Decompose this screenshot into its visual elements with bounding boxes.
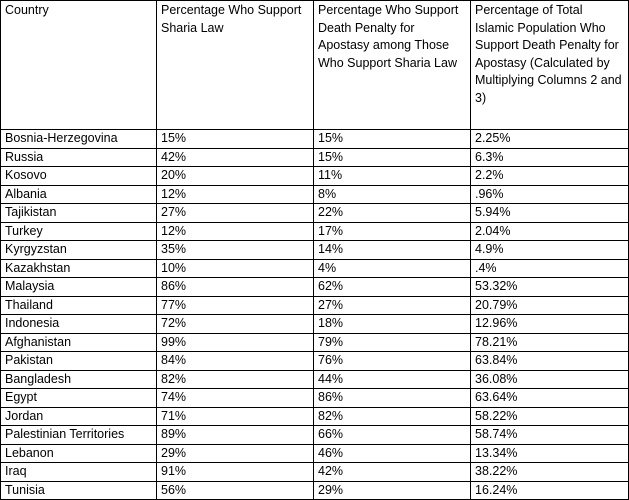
country-cell: Russia xyxy=(1,148,157,167)
total-percentage-cell: 13.34% xyxy=(471,444,629,463)
country-cell: Albania xyxy=(1,185,157,204)
total-percentage-cell: 2.2% xyxy=(471,167,629,186)
sharia-support-cell: 27% xyxy=(157,204,314,223)
death-penalty-support-cell: 8% xyxy=(314,185,471,204)
country-cell: Indonesia xyxy=(1,315,157,334)
sharia-support-cell: 86% xyxy=(157,278,314,297)
death-penalty-support-cell: 29% xyxy=(314,481,471,500)
death-penalty-support-cell: 22% xyxy=(314,204,471,223)
country-cell: Pakistan xyxy=(1,352,157,371)
column-header-support-sharia: Percentage Who Support Sharia Law xyxy=(157,1,314,130)
sharia-support-cell: 29% xyxy=(157,444,314,463)
death-penalty-support-cell: 14% xyxy=(314,241,471,260)
total-percentage-cell: 63.84% xyxy=(471,352,629,371)
sharia-support-cell: 99% xyxy=(157,333,314,352)
sharia-support-cell: 77% xyxy=(157,296,314,315)
table-row xyxy=(1,407,629,426)
table-row xyxy=(1,222,629,241)
death-penalty-support-cell: 27% xyxy=(314,296,471,315)
country-cell: Kyrgyzstan xyxy=(1,241,157,260)
table-row xyxy=(1,167,629,186)
country-cell: Iraq xyxy=(1,463,157,482)
total-percentage-cell: 78.21% xyxy=(471,333,629,352)
total-percentage-cell: 38.22% xyxy=(471,463,629,482)
table-row xyxy=(1,130,629,149)
death-penalty-support-cell: 76% xyxy=(314,352,471,371)
sharia-support-cell: 82% xyxy=(157,370,314,389)
table-row xyxy=(1,426,629,445)
table-row xyxy=(1,463,629,482)
table-row xyxy=(1,185,629,204)
total-percentage-cell: 12.96% xyxy=(471,315,629,334)
sharia-support-cell: 72% xyxy=(157,315,314,334)
country-cell: Lebanon xyxy=(1,444,157,463)
country-cell: Tajikistan xyxy=(1,204,157,223)
country-cell: Palestinian Territories xyxy=(1,426,157,445)
country-cell: Kosovo xyxy=(1,167,157,186)
table-row xyxy=(1,315,629,334)
death-penalty-support-cell: 82% xyxy=(314,407,471,426)
country-cell: Kazakhstan xyxy=(1,259,157,278)
country-cell: Thailand xyxy=(1,296,157,315)
country-cell: Malaysia xyxy=(1,278,157,297)
death-penalty-support-cell: 66% xyxy=(314,426,471,445)
table-row xyxy=(1,389,629,408)
total-percentage-cell: 5.94% xyxy=(471,204,629,223)
sharia-support-cell: 15% xyxy=(157,130,314,149)
sharia-support-cell: 84% xyxy=(157,352,314,371)
country-cell: Egypt xyxy=(1,389,157,408)
death-penalty-support-cell: 79% xyxy=(314,333,471,352)
table-row xyxy=(1,278,629,297)
death-penalty-support-cell: 62% xyxy=(314,278,471,297)
sharia-support-cell: 10% xyxy=(157,259,314,278)
total-percentage-cell: 63.64% xyxy=(471,389,629,408)
total-percentage-cell: .96% xyxy=(471,185,629,204)
table-row xyxy=(1,241,629,260)
country-cell: Tunisia xyxy=(1,481,157,500)
total-percentage-cell: 6.3% xyxy=(471,148,629,167)
sharia-support-cell: 35% xyxy=(157,241,314,260)
table-row xyxy=(1,259,629,278)
table-row xyxy=(1,481,629,500)
total-percentage-cell: 36.08% xyxy=(471,370,629,389)
total-percentage-cell: 58.22% xyxy=(471,407,629,426)
death-penalty-support-cell: 46% xyxy=(314,444,471,463)
table-row xyxy=(1,296,629,315)
column-header-country: Country xyxy=(1,1,157,130)
table-row xyxy=(1,148,629,167)
death-penalty-support-cell: 17% xyxy=(314,222,471,241)
total-percentage-cell: 4.9% xyxy=(471,241,629,260)
sharia-support-cell: 56% xyxy=(157,481,314,500)
total-percentage-cell: 16.24% xyxy=(471,481,629,500)
death-penalty-support-cell: 4% xyxy=(314,259,471,278)
country-cell: Bangladesh xyxy=(1,370,157,389)
death-penalty-support-cell: 11% xyxy=(314,167,471,186)
total-percentage-cell: 53.32% xyxy=(471,278,629,297)
sharia-support-cell: 74% xyxy=(157,389,314,408)
sharia-support-cell: 20% xyxy=(157,167,314,186)
sharia-support-cell: 12% xyxy=(157,185,314,204)
table-row xyxy=(1,204,629,223)
table-body xyxy=(1,130,629,500)
country-cell: Bosnia-Herzegovina xyxy=(1,130,157,149)
death-penalty-support-cell: 15% xyxy=(314,148,471,167)
header-row xyxy=(1,1,629,130)
table-row xyxy=(1,370,629,389)
death-penalty-support-cell: 44% xyxy=(314,370,471,389)
sharia-support-cell: 71% xyxy=(157,407,314,426)
table-row xyxy=(1,352,629,371)
total-percentage-cell: .4% xyxy=(471,259,629,278)
total-percentage-cell: 2.25% xyxy=(471,130,629,149)
sharia-support-cell: 91% xyxy=(157,463,314,482)
sharia-support-cell: 89% xyxy=(157,426,314,445)
death-penalty-support-cell: 86% xyxy=(314,389,471,408)
table-row xyxy=(1,333,629,352)
total-percentage-cell: 20.79% xyxy=(471,296,629,315)
table-row xyxy=(1,444,629,463)
total-percentage-cell: 2.04% xyxy=(471,222,629,241)
death-penalty-support-cell: 18% xyxy=(314,315,471,334)
country-cell: Jordan xyxy=(1,407,157,426)
total-percentage-cell: 58.74% xyxy=(471,426,629,445)
sharia-support-cell: 42% xyxy=(157,148,314,167)
death-penalty-support-cell: 42% xyxy=(314,463,471,482)
country-cell: Turkey xyxy=(1,222,157,241)
death-penalty-support-cell: 15% xyxy=(314,130,471,149)
sharia-support-cell: 12% xyxy=(157,222,314,241)
column-header-total-percentage: Percentage of Total Islamic Population Who Support Death Penalty for Apostasy (Calculated by Multiplying Columns 2 and 3) xyxy=(471,1,629,130)
column-header-support-death-penalty: Percentage Who Support Death Penalty for Apostasy among Those Who Support Sharia Law xyxy=(314,1,471,130)
country-cell: Afghanistan xyxy=(1,333,157,352)
